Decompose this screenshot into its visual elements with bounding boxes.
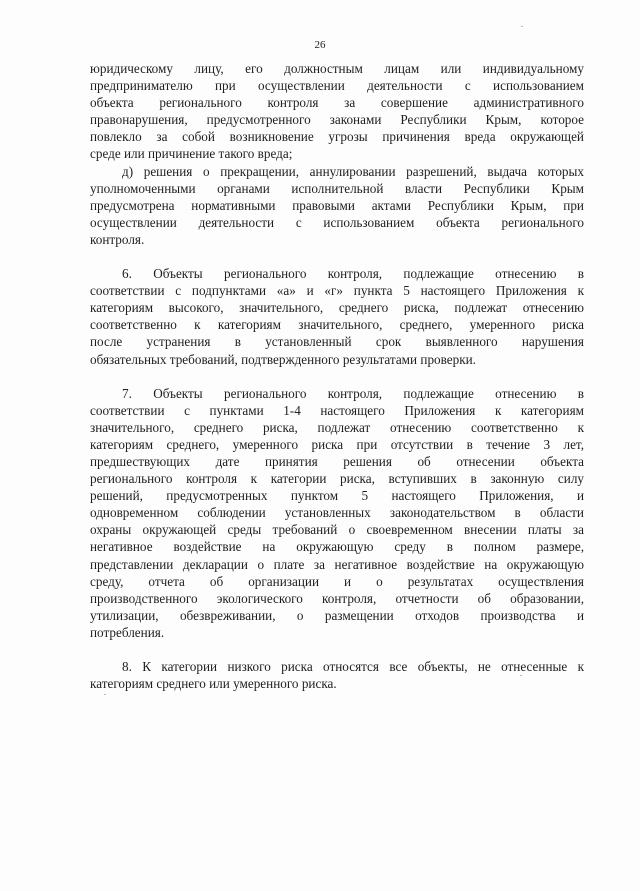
paragraph-continuation <box>90 60 584 163</box>
text-line: контроля. <box>90 231 145 247</box>
paragraph-item-d <box>90 163 584 248</box>
paragraph-item-6 <box>90 265 584 368</box>
text-line: уполномоченными органами исполнительной власти Республики Крым <box>90 180 584 196</box>
text-line: объекта регионального контроля за совершение административного <box>90 95 584 111</box>
paragraph-gap <box>90 641 584 658</box>
paragraph-gap <box>90 248 584 265</box>
text-line: осуществлении деятельности с использованием объекта регионального <box>90 214 584 230</box>
text-line: негативное воздействие на окружающую среду в полном размере, <box>90 539 584 555</box>
text-line: категориям среднего, умеренного риска при отсутствии в течение 3 лет, <box>90 436 584 452</box>
text-line: потребления. <box>90 624 165 640</box>
text-line: соответственно к категориям значительного, среднего, умеренного риска <box>90 317 584 333</box>
paragraph-item-7 <box>90 385 584 641</box>
scan-speck <box>521 26 523 27</box>
text-line: предпринимателю при осуществлении деятельности с использованием <box>90 78 584 94</box>
text-line: соответствии с пунктами 1-4 настоящего Приложения к категориям <box>90 402 584 418</box>
scan-speck <box>104 694 106 695</box>
page-number: 26 <box>314 39 326 51</box>
text-line: обязательных требований, подтвержденного результатами проверки. <box>90 351 476 367</box>
text-line: среду, отчета об организации и о результатах осуществления <box>90 573 584 589</box>
text-line: значительного, среднего риска, подлежат отнесению соответственно к <box>90 419 584 435</box>
text-line: предшествующих дате принятия решения об отнесении объекта <box>90 453 584 469</box>
text-line: представлении декларации о плате за негативное воздействие на окружающую <box>90 556 584 572</box>
text-line: категориям среднего или умеренного риска. <box>90 676 337 692</box>
scan-speck <box>520 675 522 676</box>
text-line: соответствии с подпунктами «а» и «г» пункта 5 настоящего Приложения к <box>90 283 584 299</box>
text-line: правонарушения, предусмотренного законами Республики Крым, которое <box>90 112 584 128</box>
text-line: 7. Объекты регионального контроля, подлежащие отнесению в <box>122 385 584 401</box>
text-line: решений, предусмотренных пунктом 5 настоящего Приложения, и <box>90 488 584 504</box>
paragraph-item-8 <box>90 658 584 692</box>
text-line: 8. К категории низкого риска относятся все объекты, не отнесенные к <box>122 659 584 674</box>
text-line: одновременном соблюдении установленных законодательством в области <box>90 505 584 521</box>
text-line: утилизации, обезвреживании, о размещении отходов производства и <box>90 607 584 623</box>
text-line: после устранения в установленный срок выявленного нарушения <box>90 334 584 350</box>
text-line: охраны окружающей среды требований о своевременном внесении платы за <box>90 522 584 538</box>
text-line: д) решения о прекращении, аннулировании разрешений, выдача которых <box>122 163 584 179</box>
text-line: производственного экологического контроля, отчетности об образовании, <box>90 590 584 606</box>
text-line: регионального контроля к категории риска, вступивших в законную силу <box>90 471 584 487</box>
document-body <box>90 60 584 692</box>
text-line: среде или причинение такого вреда; <box>90 146 293 162</box>
text-line: 6. Объекты регионального контроля, подлежащие отнесению в <box>122 266 584 282</box>
text-line: повлекло за собой возникновение угрозы причинения вреда окружающей <box>90 129 584 145</box>
text-line: предусмотрена нормативными правовыми актами Республики Крым, при <box>90 197 584 213</box>
text-line: категориям высокого, значительного, среднего риска, подлежат отнесению <box>90 300 584 316</box>
paragraph-gap <box>90 368 584 385</box>
text-line: юридическому лицу, его должностным лицам или индивидуальному <box>90 61 584 76</box>
